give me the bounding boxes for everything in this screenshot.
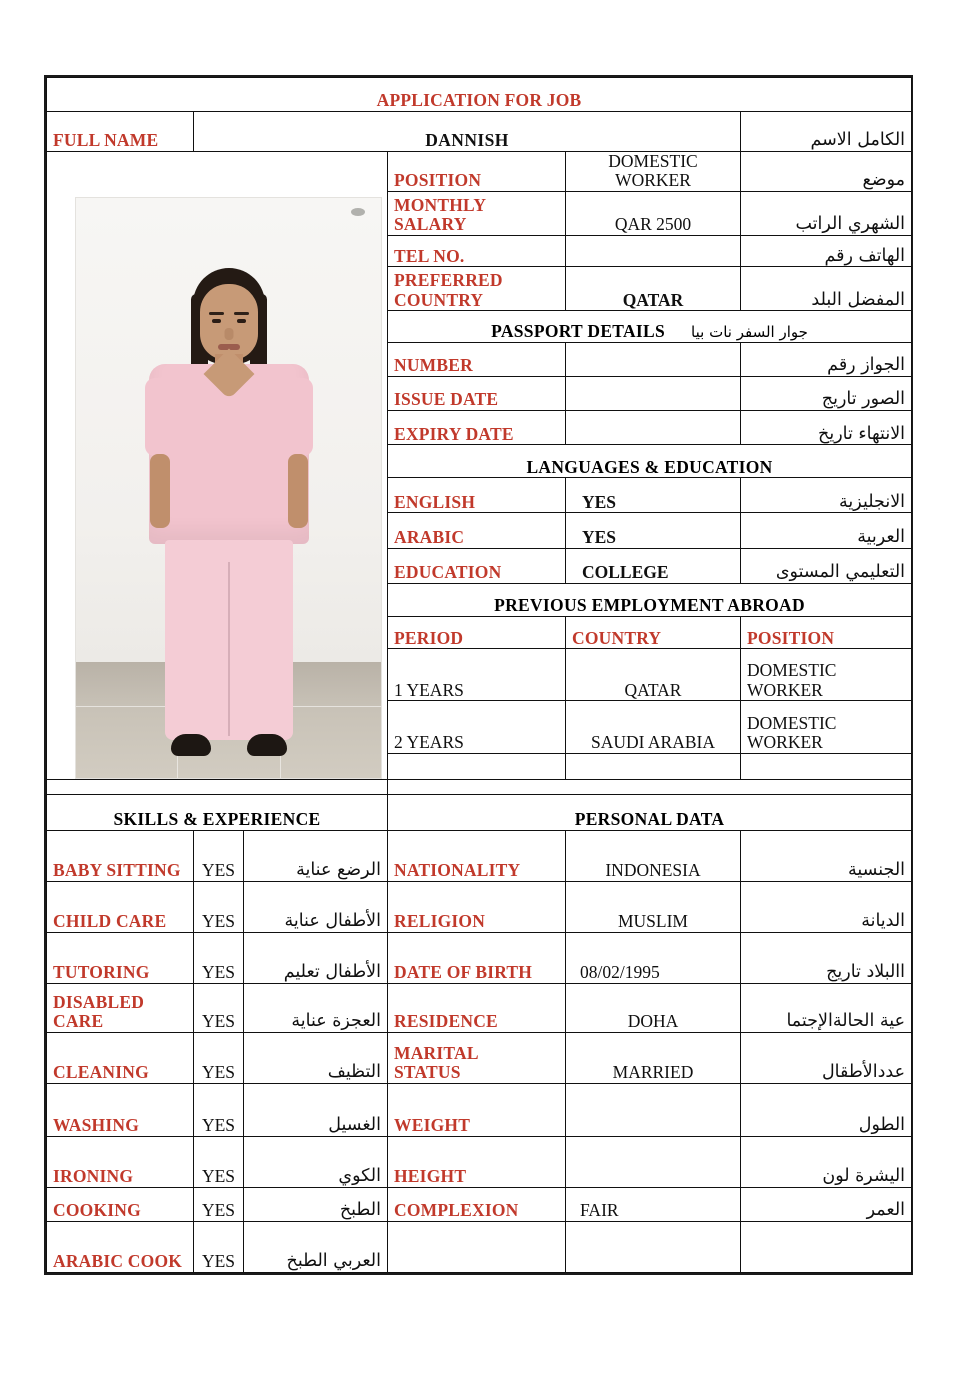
arabic-language-value: YES — [566, 513, 741, 548]
spacer-row — [47, 780, 912, 795]
employment-position-1: DOMESTIC WORKER — [741, 649, 912, 701]
applicant-photo-cell — [47, 152, 388, 780]
skill-personal-row-6 — [47, 1084, 912, 1137]
tel-no-label: TEL NO. — [388, 235, 566, 266]
employment-country-1: QATAR — [566, 649, 741, 701]
person-uniform-trousers — [165, 540, 293, 740]
position-value: DOMESTIC WORKER — [566, 152, 741, 192]
employment-country-3 — [566, 753, 741, 779]
personal-arabic-blank — [741, 1222, 912, 1273]
personal-value-date-of-birth: 08/02/1995 — [566, 933, 741, 984]
previous-employment-heading: PREVIOUS EMPLOYMENT ABROAD — [388, 583, 912, 616]
skill-arabic-child-care: الأطفال عناية — [244, 882, 388, 933]
skills-personal-heading-row — [47, 795, 912, 831]
personal-label-residence: RESIDENCE — [388, 984, 566, 1033]
skill-label-ironing: IRONING — [47, 1137, 194, 1188]
personal-arabic-religion: الديانة — [741, 882, 912, 933]
personal-label-weight: WEIGHT — [388, 1084, 566, 1137]
personal-label-religion: RELIGION — [388, 882, 566, 933]
personal-value-weight — [566, 1084, 741, 1137]
passport-details-heading-text: PASSPORT DETAILS — [491, 320, 666, 341]
employment-period-2: 2 YEARS — [388, 701, 566, 753]
person-shoe-right — [247, 734, 287, 756]
page-title: APPLICATION FOR JOB — [47, 78, 912, 112]
person-eyebrow-right — [234, 312, 249, 315]
skill-label-arabic-cook: ARABIC COOK — [47, 1222, 194, 1273]
english-value: YES — [566, 478, 741, 513]
skill-label-washing: WASHING — [47, 1084, 194, 1137]
skill-value-ironing: YES — [194, 1137, 244, 1188]
personal-value-religion: MUSLIM — [566, 882, 741, 933]
personal-value-residence: DOHA — [566, 984, 741, 1033]
skill-arabic-arabic-cook: العربي الطبخ — [244, 1222, 388, 1273]
skill-value-child-care: YES — [194, 882, 244, 933]
preferred-country-value: QATAR — [566, 267, 741, 311]
skill-value-arabic-cook: YES — [194, 1222, 244, 1273]
personal-arabic-residence: عية الحالةالإجتما — [741, 984, 912, 1033]
passport-expiry-date-arabic: الانتهاء تاريخ — [741, 410, 912, 444]
english-label: ENGLISH — [388, 478, 566, 513]
languages-education-heading: LANGUAGES & EDUCATION — [388, 445, 912, 478]
monthly-salary-arabic: الشهري الراتب — [741, 191, 912, 235]
employment-position-2: DOMESTIC WORKER — [741, 701, 912, 753]
skill-arabic-tutoring: الأطفال تعليم — [244, 933, 388, 984]
skill-arabic-cleaning: التظيف — [244, 1033, 388, 1084]
employment-position-3 — [741, 753, 912, 779]
employment-col-country: COUNTRY — [566, 617, 741, 649]
passport-details-heading — [388, 311, 912, 342]
tel-no-arabic: الهاتف رقم — [741, 235, 912, 266]
person-eye-left — [212, 319, 221, 323]
skill-label-cleaning: CLEANING — [47, 1033, 194, 1084]
skill-value-tutoring: YES — [194, 933, 244, 984]
skill-value-disabled-care: YES — [194, 984, 244, 1033]
position-label: POSITION — [388, 152, 566, 192]
passport-number-arabic: الجواز رقم — [741, 342, 912, 376]
employment-col-position: POSITION — [741, 617, 912, 649]
full-name-arabic: الكامل الاسم — [741, 112, 912, 152]
full-name-label: FULL NAME — [47, 112, 194, 152]
skill-value-cleaning: YES — [194, 1033, 244, 1084]
personal-arabic-weight: الطول — [741, 1084, 912, 1137]
person-sleeve-left — [145, 378, 175, 456]
application-form-sheet — [44, 75, 913, 1275]
employment-period-3 — [388, 753, 566, 779]
education-arabic: التعليمي المستوى — [741, 548, 912, 583]
application-form-table — [46, 77, 912, 1273]
personal-arabic-height: اليشرة لون — [741, 1137, 912, 1188]
skill-label-baby-sitting: BABY SITTING — [47, 831, 194, 882]
personal-arabic-date-of-birth: االبلاد تاريج — [741, 933, 912, 984]
english-arabic: الانجليزية — [741, 478, 912, 513]
person-arm-left — [150, 454, 170, 528]
skill-personal-row-5 — [47, 1033, 912, 1084]
skill-personal-row-2 — [47, 882, 912, 933]
skill-personal-row-4 — [47, 984, 912, 1033]
personal-label-complexion: COMPLEXION — [388, 1188, 566, 1222]
skill-personal-row-1 — [47, 831, 912, 882]
applicant-photo — [75, 197, 382, 779]
person-eye-right — [237, 319, 246, 323]
skill-arabic-cooking: الطبخ — [244, 1188, 388, 1222]
skill-label-disabled-care: DISABLED CARE — [47, 984, 194, 1033]
person-arm-right — [288, 454, 308, 528]
full-name-value: DANNISH — [194, 112, 741, 152]
employment-col-period: PERIOD — [388, 617, 566, 649]
skill-label-child-care: CHILD CARE — [47, 882, 194, 933]
arabic-language-arabic: العربية — [741, 513, 912, 548]
person-sleeve-right — [283, 378, 313, 456]
employment-period-1: 1 YEARS — [388, 649, 566, 701]
personal-arabic-nationality: الجنسية — [741, 831, 912, 882]
person-eyebrow-left — [209, 312, 224, 315]
personal-value-blank — [566, 1222, 741, 1273]
monthly-salary-label: MONTHLY SALARY — [388, 191, 566, 235]
personal-label-date-of-birth: DATE OF BIRTH — [388, 933, 566, 984]
skill-label-cooking: COOKING — [47, 1188, 194, 1222]
employment-spacer — [47, 780, 388, 795]
personal-data-heading: PERSONAL DATA — [388, 795, 912, 831]
skill-personal-row-8 — [47, 1188, 912, 1222]
passport-details-heading-arabic: جوار السفر نات بيا — [691, 322, 808, 341]
skill-label-tutoring: TUTORING — [47, 933, 194, 984]
personal-value-nationality: INDONESIA — [566, 831, 741, 882]
skill-personal-row-9 — [47, 1222, 912, 1273]
personal-label-nationality: NATIONALITY — [388, 831, 566, 882]
personal-label-marital-status: MARITAL STATUS — [388, 1033, 566, 1084]
employment-country-2: SAUDI ARABIA — [566, 701, 741, 753]
person-shoe-left — [171, 734, 211, 756]
passport-number-label: NUMBER — [388, 342, 566, 376]
position-arabic: موضع — [741, 152, 912, 192]
education-label: EDUCATION — [388, 548, 566, 583]
skill-value-baby-sitting: YES — [194, 831, 244, 882]
passport-issue-date-value — [566, 376, 741, 410]
photo-artifact-speck — [351, 208, 365, 216]
tel-no-value — [566, 235, 741, 266]
education-value: COLLEGE — [566, 548, 741, 583]
skill-personal-row-7 — [47, 1137, 912, 1188]
skill-arabic-baby-sitting: الرضع عناية — [244, 831, 388, 882]
personal-arabic-marital-status: عددالأطقال — [741, 1033, 912, 1084]
passport-number-value — [566, 342, 741, 376]
full-name-row — [47, 112, 912, 152]
passport-issue-date-arabic: الصور تاريج — [741, 376, 912, 410]
personal-value-height — [566, 1137, 741, 1188]
arabic-language-label: ARABIC — [388, 513, 566, 548]
skills-experience-heading: SKILLS & EXPERIENCE — [47, 795, 388, 831]
personal-label-blank — [388, 1222, 566, 1273]
skill-arabic-washing: الغسيل — [244, 1084, 388, 1137]
personal-value-complexion: FAIR — [566, 1188, 741, 1222]
passport-expiry-date-value — [566, 410, 741, 444]
skill-arabic-disabled-care: العجزة عناية — [244, 984, 388, 1033]
skill-personal-row-3 — [47, 933, 912, 984]
person-nose — [224, 328, 233, 340]
passport-issue-date-label: ISSUE DATE — [388, 376, 566, 410]
preferred-country-label: PREFERRED COUNTRY — [388, 267, 566, 311]
skill-value-cooking: YES — [194, 1188, 244, 1222]
skill-arabic-ironing: الكوي — [244, 1137, 388, 1188]
position-row — [47, 152, 912, 192]
personal-arabic-complexion: العمر — [741, 1188, 912, 1222]
personal-value-marital-status: MARRIED — [566, 1033, 741, 1084]
preferred-country-arabic: المفضل البلد — [741, 267, 912, 311]
passport-expiry-date-label: EXPIRY DATE — [388, 410, 566, 444]
skill-value-washing: YES — [194, 1084, 244, 1137]
personal-label-height: HEIGHT — [388, 1137, 566, 1188]
monthly-salary-value: QAR 2500 — [566, 191, 741, 235]
title-row — [47, 78, 912, 112]
